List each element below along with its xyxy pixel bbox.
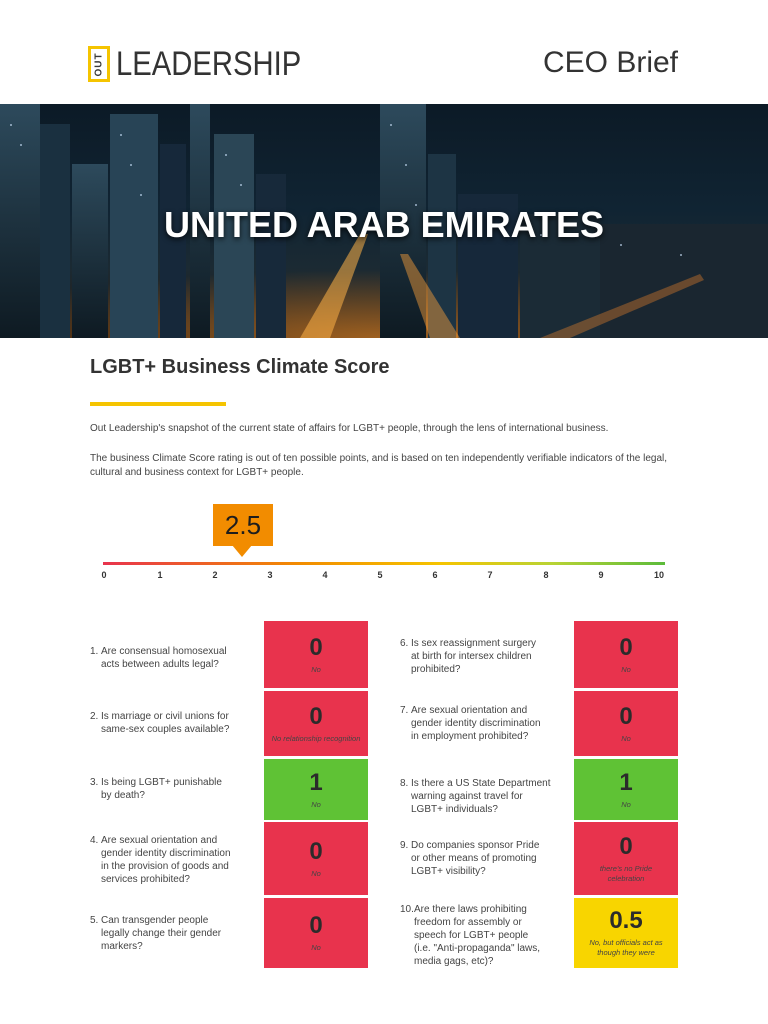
question-number: 9.: [400, 840, 409, 851]
question-text: Are there laws prohibiting freedom for assembly or speech for LGBT+ people (i.e. "Anti-propaganda" laws, media gags, etc)?: [414, 904, 541, 967]
question-number: 7.: [400, 705, 409, 716]
question-text: Is sex reassignment surgery at birth for intersex children prohibited?: [411, 638, 537, 675]
question-text: Are sexual orientation and gender identity discrimination in the provision of goods and services prohibited?: [101, 835, 231, 885]
score-cell: [264, 621, 368, 688]
question-number: 3.: [90, 777, 99, 788]
scale-tick-label: 7: [487, 570, 493, 580]
question-number: 1.: [90, 646, 99, 657]
logo-box: [88, 46, 110, 82]
description-paragraph: The business Climate Score rating is out of ten possible points, and is based on ten independently verifiable indicators of the legal, cultural and business context for LGBT+ people.: [90, 453, 668, 478]
title-underline: [90, 402, 226, 406]
scale-tick-label: 10: [653, 570, 664, 580]
score-cell-value: 0.5: [609, 907, 643, 934]
intro-paragraph: Out Leadership's snapshot of the current state of affairs for LGBT+ people, through the lens of international business.: [90, 423, 609, 434]
country-title: UNITED ARAB EMIRATES: [164, 204, 604, 245]
question-number: 5.: [90, 915, 99, 926]
question-number: 10.: [400, 904, 414, 915]
score-cell: [574, 621, 678, 688]
question-number: 8.: [400, 778, 409, 789]
ceo-brief-title: CEO Brief: [542, 46, 678, 79]
score-cell: [264, 822, 368, 895]
section-title: LGBT+ Business Climate Score: [90, 356, 390, 378]
scale-tick-label: 4: [322, 570, 328, 580]
score-cell-note: No: [621, 799, 631, 809]
score-cell: [574, 822, 678, 895]
question-text: Are sexual orientation and gender identity discrimination in employment prohibited?: [411, 705, 541, 742]
score-cell-note: No, but officials act as though they were: [589, 938, 663, 957]
score-cell-note: No: [621, 664, 631, 674]
score-cell-note: No: [311, 943, 321, 952]
question-text: Can transgender people legally change their gender markers?: [101, 915, 222, 952]
score-scale-bar: [103, 562, 665, 565]
scale-tick-label: 1: [157, 570, 163, 580]
score-cell-note: No: [311, 664, 321, 674]
score-cell-note: there's no Pride celebration: [599, 863, 653, 883]
question-number: 6.: [400, 638, 409, 649]
scale-tick-label: 5: [377, 570, 383, 580]
question-text: Is marriage or civil unions for same-sex couples available?: [101, 711, 230, 735]
score-cell: [264, 759, 368, 820]
score-cell-value: 0: [309, 912, 323, 939]
scale-tick-label: 0: [101, 570, 107, 580]
score-cell-note: No: [311, 799, 321, 809]
score-cell-value: 1: [309, 768, 323, 796]
score-cell: [264, 691, 368, 756]
score-value-badge: 2.5: [213, 504, 273, 546]
score-cell-value: 0: [619, 633, 633, 661]
score-cell-note: No: [311, 868, 321, 878]
score-cell-value: 0: [619, 702, 633, 730]
question-number: 4.: [90, 835, 99, 846]
out-leadership-logo: [88, 44, 331, 84]
scale-tick-label: 2: [212, 570, 218, 580]
scale-tick-label: 9: [598, 570, 604, 580]
scale-tick-label: 8: [543, 570, 549, 580]
score-cell-value: 0: [309, 633, 323, 661]
question-text: Do companies sponsor Pride or other means of promoting LGBT+ visibility?: [411, 840, 540, 877]
logo-box-text: OUT: [93, 51, 105, 77]
header: [0, 0, 768, 104]
question-text: Is being LGBT+ punishable by death?: [101, 777, 222, 801]
question-text: Is there a US State Department warning against travel for LGBT+ individuals?: [411, 778, 551, 815]
score-pointer: [232, 545, 252, 557]
score-cell: [574, 691, 678, 756]
score-cell-value: 1: [619, 768, 633, 796]
scale-tick-label: 6: [432, 570, 438, 580]
score-cell: [264, 898, 368, 968]
hero-cityscape-image: [0, 104, 768, 338]
score-cell-note: No: [621, 733, 631, 743]
logo-text: LEADERSHIP: [116, 44, 302, 83]
scale-tick-label: 3: [267, 570, 273, 580]
score-cell-value: 0: [309, 837, 323, 865]
score-cell-value: 0: [619, 832, 633, 860]
score-cell-note: No relationship recognition: [271, 733, 361, 743]
question-text: Are consensual homosexual acts between adults legal?: [101, 646, 227, 670]
score-cell: [574, 759, 678, 820]
score-cell: [574, 898, 678, 968]
question-number: 2.: [90, 711, 99, 722]
score-cell-value: 0: [309, 702, 323, 730]
